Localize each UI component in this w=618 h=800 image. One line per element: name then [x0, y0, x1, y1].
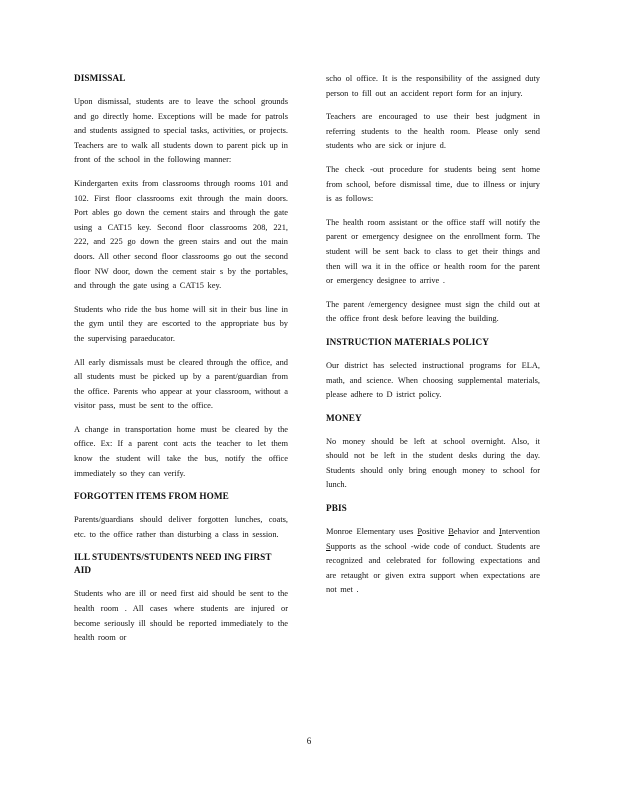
instruction-materials-heading: INSTRUCTION MATERIALS POLICY: [326, 336, 489, 347]
ill-students-continued-4: The health room assistant or the office staff will notify the parent or emergency designee on the enrollment form. The student will be sent back to class to get their things and then will wa it in the office or health room for the parent or emergency designee to arrive .: [326, 217, 540, 286]
pbis-letter-b: B: [448, 527, 454, 537]
money-heading: MONEY: [326, 412, 362, 423]
forgotten-items-paragraph: Parents/guardians should deliver forgotten lunches, coats, etc. to the office rather than disturbing a class in session.: [74, 515, 288, 539]
dismissal-paragraph-3: Students who ride the bus home will sit in their bus line in the gym until they are escorted to the appropriate bus by the supervising paraeducator.: [74, 304, 288, 343]
pbis-text-b: ositive: [422, 527, 449, 537]
pbis-text-c: ehavior and: [453, 527, 500, 537]
money-paragraph: No money should be left at school overnight. Also, it should not be left in the student desks during the day. Students should only bring enough money to school for lunch.: [326, 436, 540, 490]
pbis-text-e: upports as the school -wide code of conduct. Students are recognized and celebrated for following expectations and are retaught or given extra support when expectations are not met .: [326, 541, 540, 595]
ill-students-continued-1: scho ol office. It is the responsibility of the assigned duty person to fill out an accident report form for an injury.: [326, 74, 540, 98]
left-column: [74, 72, 288, 655]
page-number: 6: [306, 736, 312, 746]
ill-students-paragraph: Students who are ill or need first aid should be sent to the health room . All cases where students are injured or become seriously ill should be reported immediately to the health room or: [74, 589, 288, 643]
ill-students-continued-3: The check -out procedure for students being sent home from school, before dismissal time, due to illness or injury is as follows:: [326, 164, 540, 204]
ill-students-continued-5: The parent /emergency designee must sign the child out at the office front desk before leaving the building.: [326, 299, 540, 324]
dismissal-paragraph-1: Upon dismissal, students are to leave the school grounds and go directly home. Exceptions will be made for patrols and students assigned to special tasks, activities, or projects. Teachers are to walk all students down to parent pick up in front of the school in the following manner:: [74, 97, 288, 165]
dismissal-paragraph-4: All early dismissals must be cleared through the office, and all students must be picked up by a parent/guardian from the office. Parents who appear at your classroom, without a visitor pass, must be sent to the office.: [74, 357, 288, 411]
instruction-materials-paragraph: Our district has selected instructional programs for ELA, math, and science. When choosing supplemental materials, please adhere to D istrict policy.: [326, 360, 540, 400]
pbis-letter-i: I: [499, 527, 502, 537]
pbis-text-d: ntervention: [501, 527, 540, 537]
pbis-text-a: Monroe Elementary uses: [326, 527, 418, 537]
pbis-heading: PBIS: [326, 503, 347, 514]
dismissal-heading: DISMISSAL: [74, 73, 126, 83]
forgotten-items-heading: FORGOTTEN ITEMS FROM HOME: [74, 491, 229, 502]
dismissal-paragraph-2: Kindergarten exits from classrooms through rooms 101 and 102. First floor classrooms exit through the main doors. Port ables go down the cement stairs and through the gate using a CAT15 key. Second floor classrooms 208, 221, 222, and 225 go down the green stairs and out the main doors. All other second floor classrooms go out the second floor NW door, down the cement stair s by the portables, and through the gate using a CAT15 key.: [74, 178, 288, 291]
pbis-paragraph: [326, 525, 540, 598]
ill-students-heading: ILL STUDENTS/STUDENTS NEED ING FIRST AID: [74, 552, 272, 576]
dismissal-paragraph-5: A change in transportation home must be cleared by the office. Ex: If a parent cont acts the teacher to let them know the student will take the bus, notify the office immediately so they can verify.: [74, 424, 288, 478]
right-column: [326, 72, 540, 607]
pbis-letter-p: P: [417, 527, 423, 537]
ill-students-continued-2: Teachers are encouraged to use their best judgment in referring students to the health room. Please only send students who are sick or injure d.: [326, 112, 540, 151]
pbis-letter-s: S: [326, 541, 331, 551]
